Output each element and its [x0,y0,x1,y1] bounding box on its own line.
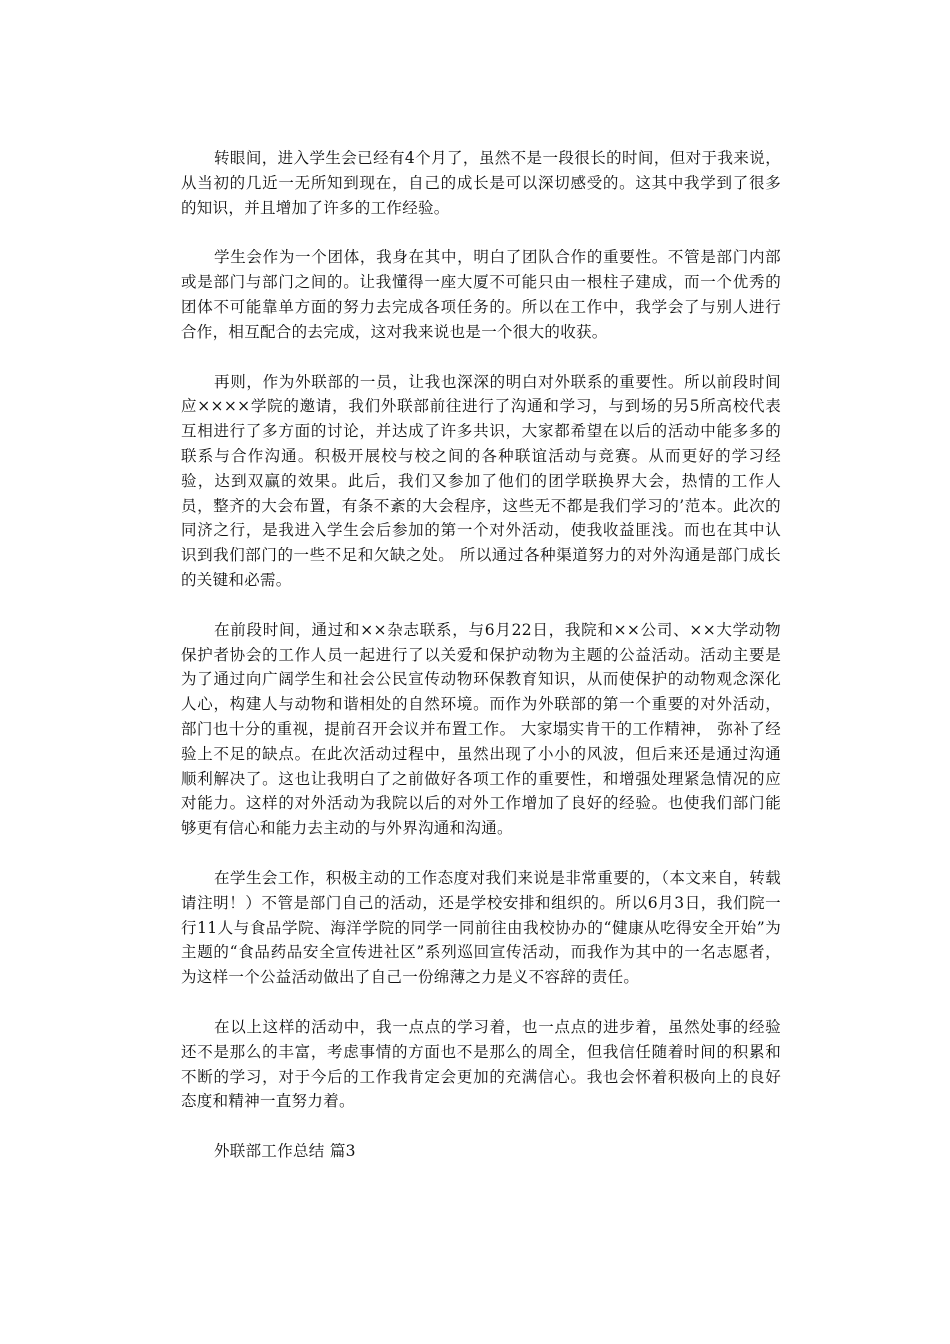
paragraph-4: 在前段时间，通过和××杂志联系，与6月22日，我院和××公司、××大学动物保护者协会的工作人员一起进行了以关爱和保护动物为主题的公益活动。活动主要是为了通过向广阔学生和社会公民宣传动物环保教育知识，从而使保护的动物观念深化人心，构建人与动物和谐相处的自然环境。而作为外联部的第一个重要的对外活动，部门也十分的重视，提前召开会议并布置工作。 大家塌实肯干的工作精神， 弥补了经验上不足的缺点。在此次活动过程中，虽然出现了小小的风波，但后来还是通过沟通顺利解决了。这也让我明白了之前做好各项工作的重要性，和增强处理紧急情况的应对能力。这样的对外活动为我院以后的对外工作增加了良好的经验。也使我们部门能够更有信心和能力去主动的与外界沟通和沟通。 [181,620,781,838]
paragraph-1: 转眼间，进入学生会已经有4个月了，虽然不是一段很长的时间，但对于我来说，从当初的几近一无所知到现在，自己的成长是可以深切感受的。这其中我学到了很多的知识，并且增加了许多的工作经验。 [181,149,781,217]
paragraph-6: 在以上这样的活动中，我一点点的学习着，也一点点的进步着，虽然处事的经验还不是那么的丰富，考虑事情的方面也不是那么的周全，但我信任随着时间的积累和不断的学习，对于今后的工作我肯定会更加的充满信心。我也会怀着积极向上的良好态度和精神一直努力着。 [181,1017,781,1111]
paragraph-2: 学生会作为一个团体，我身在其中，明白了团队合作的重要性。不管是部门内部或是部门与部门之间的。让我懂得一座大厦不可能只由一根柱子建成，而一个优秀的团体不可能靠单方面的努力去完成各项任务的。所以在工作中，我学会了与别人进行合作，相互配合的去完成，这对我来说也是一个很大的收获。 [181,248,781,341]
paragraph-5: 在学生会工作，积极主动的工作态度对我们来说是非常重要的，（本文来自，转载请注明！）不管是部门自己的活动，还是学校安排和组织的。所以6月3日，我们院一行11人与食品学院、海洋学院的同学一同前往由我校协办的“健康从吃得安全开始”为主题的“食品药品安全宣传进社区”系列巡回宣传活动，而我作为其中的一名志愿者，为这样一个公益活动做出了自己一份绵薄之力是义不容辞的责任。 [181,868,781,987]
paragraph-3: 再则，作为外联部的一员，让我也深深的明白对外联系的重要性。所以前段时间应××××学院的邀请，我们外联部前往进行了沟通和学习，与到场的另5所高校代表互相进行了多方面的讨论，并达成了许多共识，大家都希望在以后的活动中能多多的联系与合作沟通。积极开展校与校之间的各种联谊活动与竞赛。从而更好的学习经验，达到双赢的效果。此后，我们又参加了他们的团学联换界大会，热情的工作人员，整齐的大会布置，有条不紊的大会程序，这些无不都是我们学习的’范本。此次的同济之行，是我进入学生会后参加的第一个对外活动，使我收益匪浅。而也在其中认识到我们部门的一些不足和欠缺之处。 所以通过各种渠道努力的对外沟通是部门成长的关键和必需。 [181,372,781,589]
section-heading: 外联部工作总结 篇3 [214,1142,356,1161]
document-body [181,146,781,1164]
